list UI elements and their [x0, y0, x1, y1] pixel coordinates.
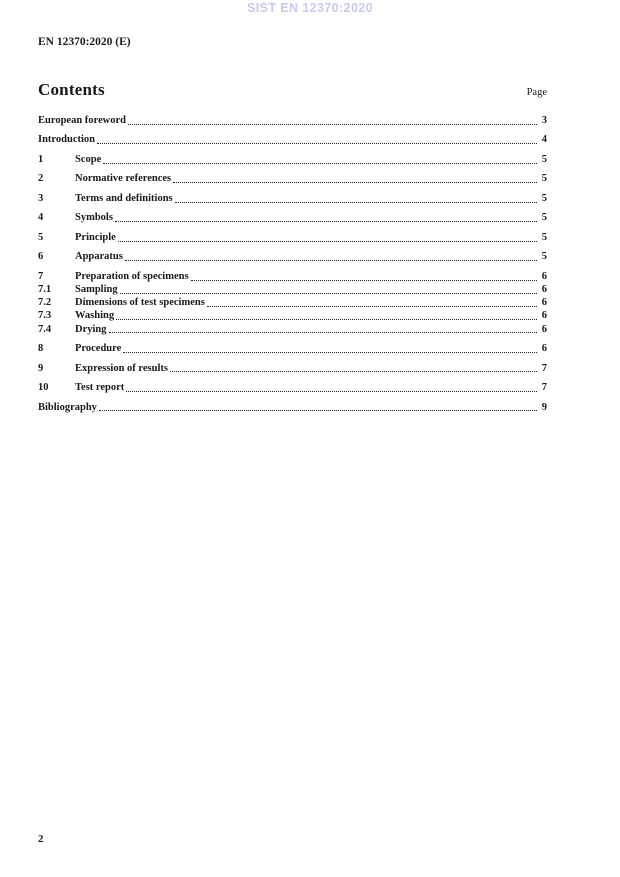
toc-entry-label: Dimensions of test specimens [75, 297, 205, 309]
table-of-contents [38, 114, 547, 414]
toc-entry-number: 8 [38, 343, 44, 355]
toc-entry-sampling[interactable] [38, 283, 547, 296]
toc-entry-number: 4 [38, 212, 44, 224]
toc-entry-page: 5 [541, 231, 547, 243]
toc-entry-label: Sampling [75, 284, 118, 296]
toc-entry-page: 6 [541, 297, 547, 309]
toc-entry-label: Scope [75, 153, 102, 165]
toc-entry-page: 6 [541, 343, 547, 355]
toc-entry-label: Terms and definitions [75, 192, 173, 204]
page-column-label: Page [526, 87, 547, 98]
toc-entry-symbols[interactable] [38, 211, 547, 224]
toc-entry-dimensions-of-test-specimens[interactable] [38, 296, 547, 309]
toc-leader-dots [120, 293, 537, 294]
toc-entry-test-report[interactable] [38, 381, 547, 394]
footer-page-number: 2 [38, 833, 44, 845]
toc-leader-dots [115, 221, 537, 222]
document-code: EN 12370:2020 (E) [38, 36, 131, 48]
toc-leader-dots [116, 319, 537, 320]
toc-entry-european-foreword[interactable] [38, 114, 547, 127]
toc-entry-expression-of-results[interactable] [38, 362, 547, 375]
toc-entry-number: 7.4 [38, 323, 52, 335]
toc-entry-label: Test report [75, 382, 125, 394]
toc-leader-dots [191, 280, 537, 281]
toc-entry-normative-references[interactable] [38, 172, 547, 185]
toc-entry-apparatus[interactable] [38, 250, 547, 263]
toc-entry-label: Apparatus [75, 251, 123, 263]
toc-entry-page: 6 [541, 270, 547, 282]
toc-entry-number: 6 [38, 251, 44, 263]
toc-entry-principle[interactable] [38, 231, 547, 244]
toc-entry-label: Principle [75, 231, 116, 243]
toc-entry-page: 5 [541, 212, 547, 224]
toc-entry-number: 7 [38, 270, 44, 282]
toc-entry-procedure[interactable] [38, 342, 547, 355]
toc-entry-page: 5 [541, 173, 547, 185]
toc-entry-page: 5 [541, 153, 547, 165]
toc-entry-number: 1 [38, 153, 44, 165]
toc-entry-label: Preparation of specimens [75, 270, 189, 282]
toc-entry-label: Drying [75, 323, 107, 335]
toc-entry-number: 3 [38, 192, 44, 204]
toc-entry-label: European foreword [38, 114, 126, 126]
toc-leader-dots [173, 182, 537, 183]
toc-entry-introduction[interactable] [38, 133, 547, 146]
toc-leader-dots [175, 202, 537, 203]
toc-entry-page: 6 [541, 284, 547, 296]
toc-entry-page: 7 [541, 382, 547, 394]
toc-entry-number: 9 [38, 362, 44, 374]
toc-entry-label: Introduction [38, 134, 95, 146]
toc-leader-dots [123, 352, 537, 353]
toc-leader-dots [99, 410, 537, 411]
toc-entry-bibliography[interactable] [38, 401, 547, 414]
toc-entry-number: 7.1 [38, 284, 52, 296]
toc-entry-label: Symbols [75, 212, 113, 224]
toc-entry-number: 7.3 [38, 310, 52, 322]
toc-leader-dots [207, 306, 537, 307]
toc-entry-label: Procedure [75, 343, 122, 355]
toc-entry-label: Bibliography [38, 401, 97, 413]
toc-entry-terms-and-definitions[interactable] [38, 192, 547, 205]
toc-leader-dots [128, 124, 537, 125]
contents-header [38, 80, 547, 100]
toc-entry-page: 9 [541, 401, 547, 413]
watermark-text: SIST EN 12370:2020 [246, 1, 374, 15]
toc-entry-page: 7 [541, 362, 547, 374]
toc-entry-page: 5 [541, 192, 547, 204]
toc-entry-number: 2 [38, 173, 44, 185]
contents-title: Contents [38, 80, 105, 99]
toc-entry-washing[interactable] [38, 309, 547, 322]
toc-leader-dots [125, 260, 537, 261]
toc-entry-label: Washing [75, 310, 115, 322]
toc-leader-dots [118, 241, 537, 242]
toc-leader-dots [170, 371, 537, 372]
toc-entry-number: 10 [38, 382, 49, 394]
toc-leader-dots [103, 163, 537, 164]
toc-entry-label: Expression of results [75, 362, 168, 374]
toc-entry-drying[interactable] [38, 323, 547, 336]
toc-entry-page: 6 [541, 310, 547, 322]
toc-entry-label: Normative references [75, 173, 172, 185]
toc-leader-dots [126, 391, 537, 392]
toc-entry-scope[interactable] [38, 153, 547, 166]
toc-entry-page: 5 [541, 251, 547, 263]
toc-entry-preparation-of-specimens[interactable] [38, 270, 547, 283]
toc-entry-page: 4 [541, 134, 547, 146]
toc-entry-page: 6 [541, 323, 547, 335]
toc-entry-page: 3 [541, 114, 547, 126]
toc-leader-dots [109, 332, 538, 333]
toc-entry-number: 7.2 [38, 297, 52, 309]
toc-leader-dots [97, 143, 537, 144]
toc-entry-number: 5 [38, 231, 44, 243]
